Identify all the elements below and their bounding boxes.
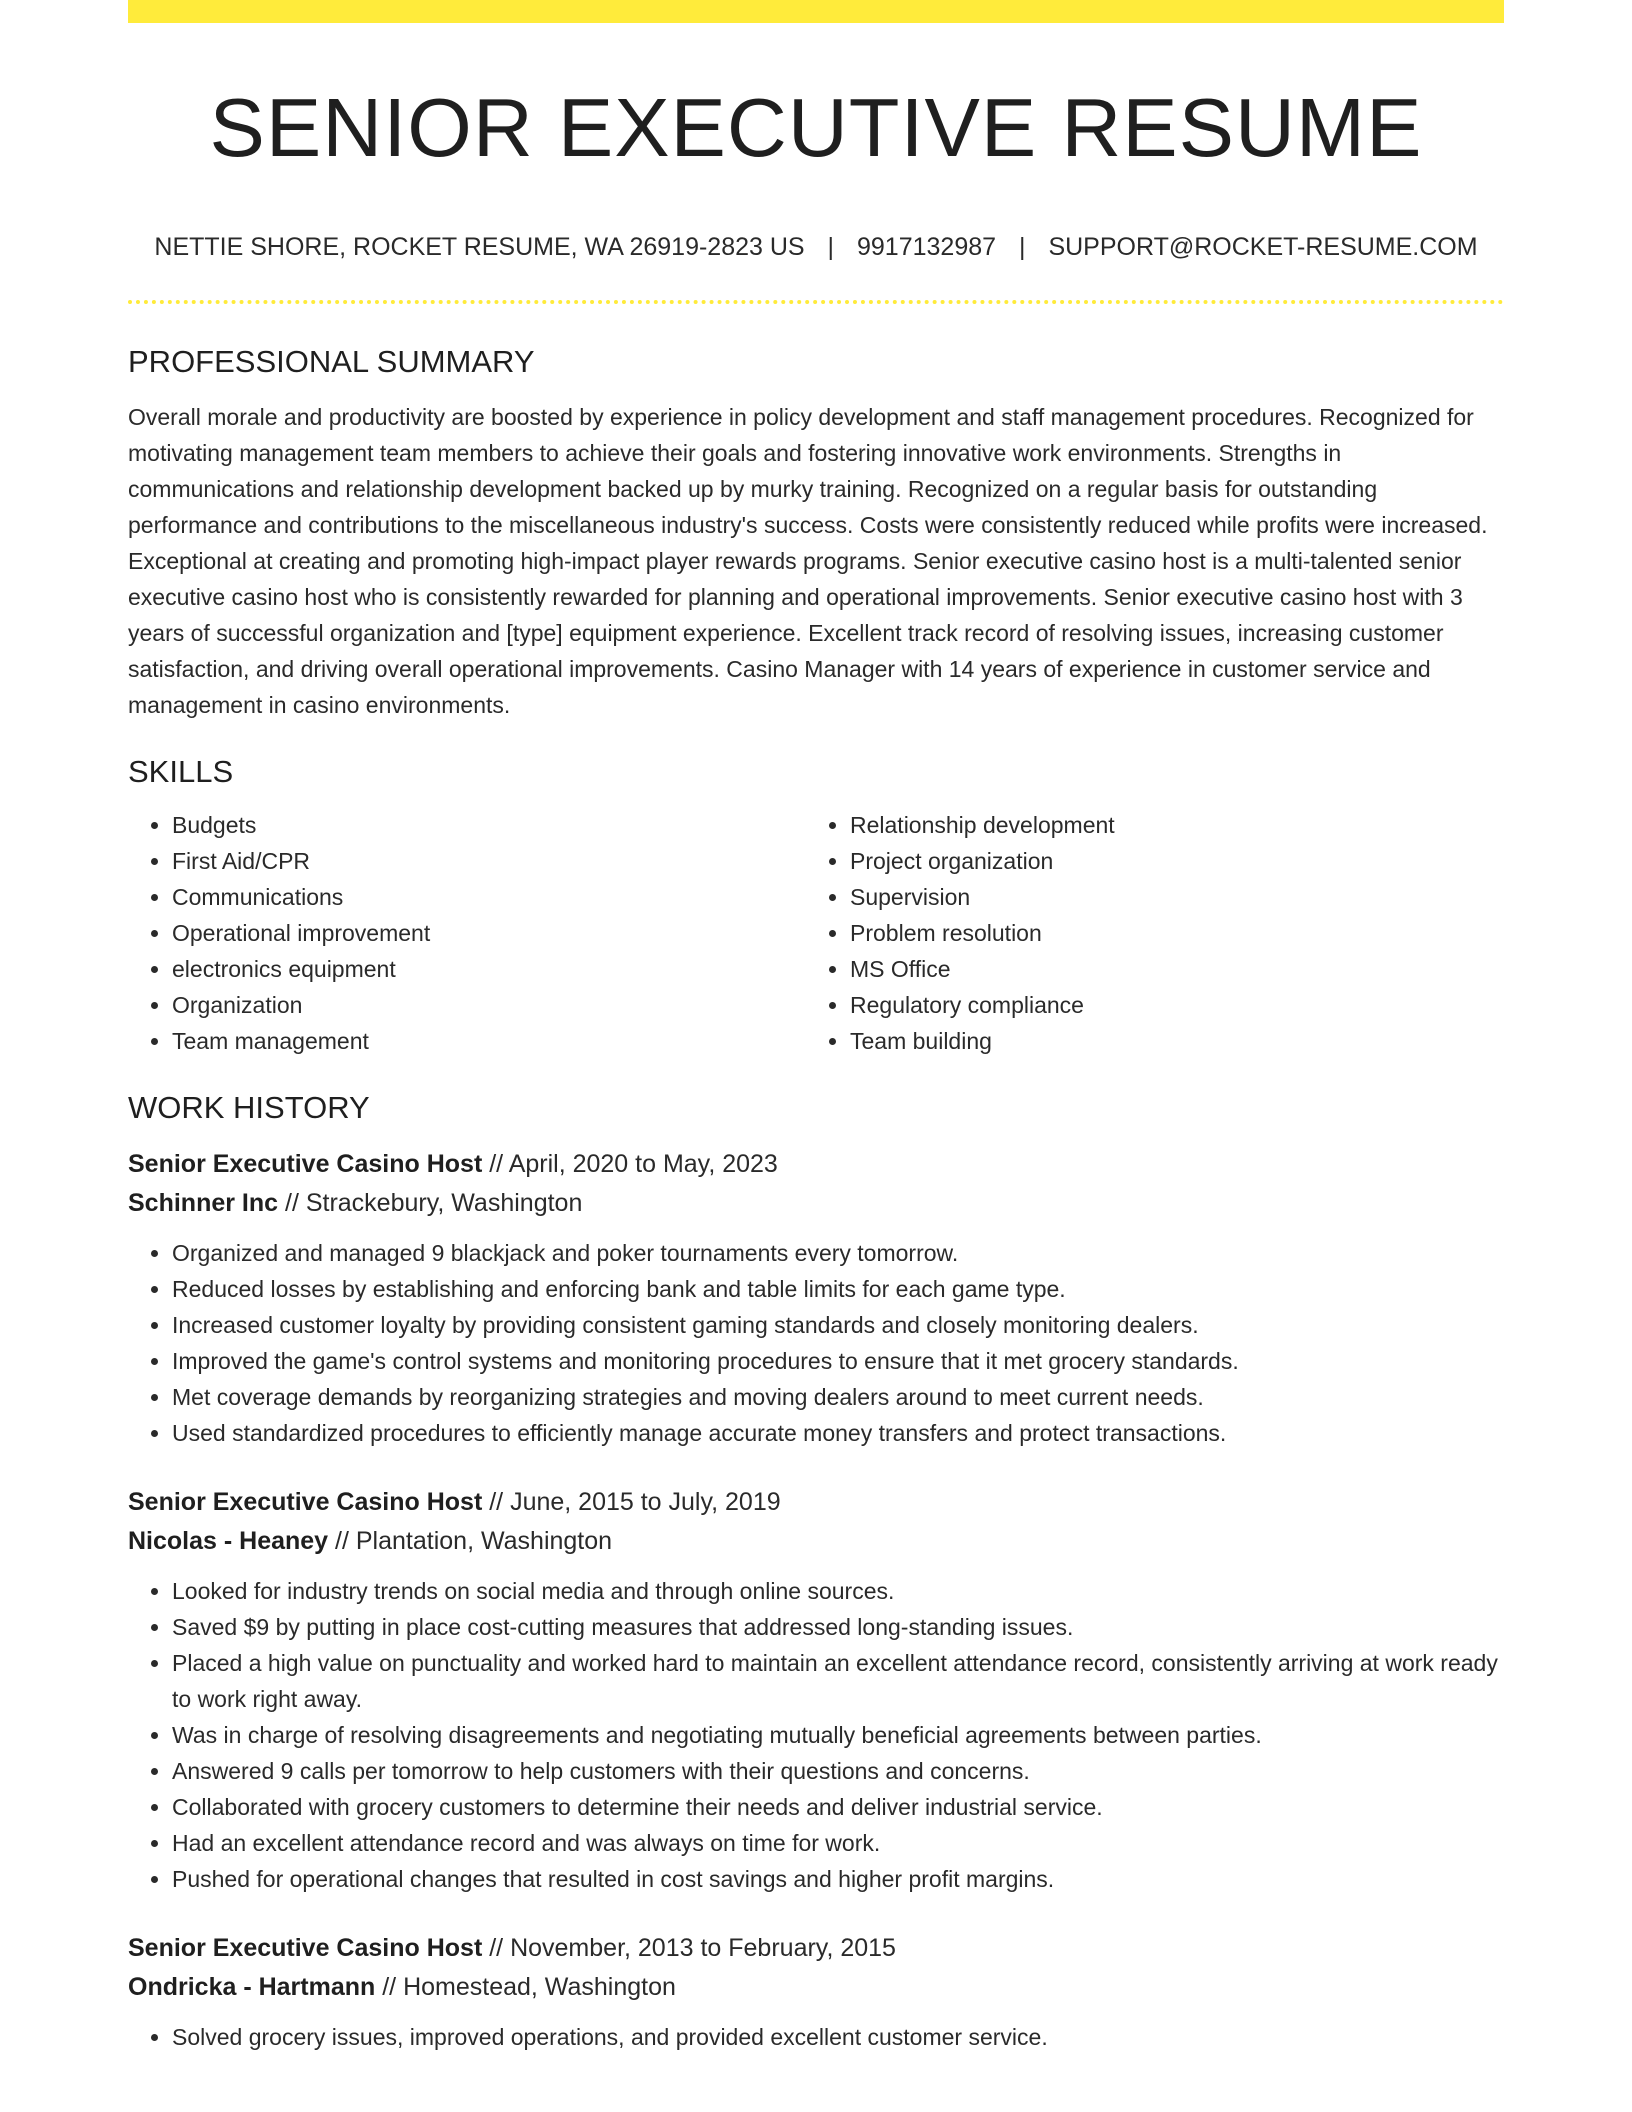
job-entry [128,1929,1504,2055]
skill-item: • Operational improvement [172,915,806,951]
contact-email: SUPPORT@ROCKET-RESUME.COM [1048,233,1478,261]
skill-item: • electronics equipment [172,951,806,987]
job-title-line [128,1929,1504,1968]
job-bullet: • Placed a high value on punctuality and worked hard to maintain an excellent attendance record, consistently arriving at work ready to work right away. [172,1645,1504,1717]
job-location: // Homestead, Washington [382,1973,676,2001]
job-bullet: • Solved grocery issues, improved operations, and provided excellent customer service. [172,2019,1504,2055]
job-location: // Plantation, Washington [335,1527,613,1555]
job-dates: // June, 2015 to July, 2019 [489,1488,781,1516]
job-location: // Strackebury, Washington [285,1189,583,1217]
job-title: Senior Executive Casino Host [128,1150,483,1178]
skill-item: • Team management [172,1023,806,1059]
skill-item: • Communications [172,879,806,915]
skill-item: • Relationship development [850,807,1484,843]
job-company: Schinner Inc [128,1189,279,1217]
job-bullet: • Used standardized procedures to efficiently manage accurate money transfers and protect transactions. [172,1415,1504,1451]
work-history-heading: WORK HISTORY [128,1090,370,1125]
job-title: Senior Executive Casino Host [128,1934,483,1962]
job-bullets [128,1573,1504,1897]
summary-text: Overall morale and productivity are boosted by experience in policy development and staff management procedures. Recognized for motivating management team members to achieve their goals and fostering innovative work environments. Strengths in communications and relationship development backed up by murky training. Recognized on a regular basis for outstanding performance and contributions to the miscellaneous industry's success. Costs were consistently reduced while profits were increased. Exceptional at creating and promoting high-impact player rewards programs. Senior executive casino host is a multi-talented senior executive casino host who is consistently rewarded for planning and operational improvements. Senior executive casino host with 3 years of successful organization and [type] equipment experience. Excellent track record of resolving issues, increasing customer satisfaction, and driving overall operational improvements. Casino Manager with 14 years of experience in customer service and management in casino environments. [128,404,1488,718]
job-bullets [128,1235,1504,1451]
job-dates: // April, 2020 to May, 2023 [489,1150,778,1178]
job-bullet: • Reduced losses by establishing and enforcing bank and table limits for each game type. [172,1271,1504,1307]
skills-column-left [128,807,806,1059]
job-title-line [128,1483,1504,1522]
job-bullet: • Met coverage demands by reorganizing strategies and moving dealers around to meet current needs. [172,1379,1504,1415]
job-company-line [128,1522,1504,1561]
resume-page [128,0,1504,2055]
job-bullet: • Pushed for operational changes that resulted in cost savings and higher profit margins. [172,1861,1504,1897]
skill-item: • Problem resolution [850,915,1484,951]
job-entry [128,1145,1504,1451]
skill-item: • Project organization [850,843,1484,879]
job-bullet: • Had an excellent attendance record and was always on time for work. [172,1825,1504,1861]
job-dates: // November, 2013 to February, 2015 [489,1934,896,1962]
job-company: Ondricka - Hartmann [128,1973,376,2001]
summary-heading: PROFESSIONAL SUMMARY [128,344,535,379]
skills-heading: SKILLS [128,754,234,789]
skill-item: • Regulatory compliance [850,987,1484,1023]
job-title: Senior Executive Casino Host [128,1488,483,1516]
job-bullet: • Looked for industry trends on social media and through online sources. [172,1573,1504,1609]
job-bullet: • Collaborated with grocery customers to determine their needs and deliver industrial service. [172,1789,1504,1825]
contact-separator: | [1019,233,1026,261]
job-entry [128,1483,1504,1897]
resume-title: SENIOR EXECUTIVE RESUME [209,81,1423,174]
dotted-divider [128,300,1504,304]
skill-item: • Organization [172,987,806,1023]
contact-phone: 9917132987 [857,233,997,261]
job-company-line [128,1184,1504,1223]
accent-top-bar [128,0,1504,23]
skill-item: • Budgets [172,807,806,843]
job-company-line [128,1968,1504,2007]
contact-line [128,235,1504,260]
job-bullet: • Increased customer loyalty by providing consistent gaming standards and closely monitoring dealers. [172,1307,1504,1343]
job-bullet: • Saved $9 by putting in place cost-cutting measures that addressed long-standing issues. [172,1609,1504,1645]
skill-item: • Team building [850,1023,1484,1059]
contact-address: NETTIE SHORE, ROCKET RESUME, WA 26919-2823 US [154,233,805,261]
job-company: Nicolas - Heaney [128,1527,329,1555]
skills-grid [128,807,1504,1059]
job-bullet: • Answered 9 calls per tomorrow to help customers with their questions and concerns. [172,1753,1504,1789]
skills-column-right [806,807,1484,1059]
job-bullets [128,2019,1504,2055]
contact-separator: | [827,233,835,261]
skill-item: • MS Office [850,951,1484,987]
job-bullet: • Improved the game's control systems and monitoring procedures to ensure that it met grocery standards. [172,1343,1504,1379]
job-bullet: • Organized and managed 9 blackjack and poker tournaments every tomorrow. [172,1235,1504,1271]
skill-item: • First Aid/CPR [172,843,806,879]
skill-item: • Supervision [850,879,1484,915]
job-title-line [128,1145,1504,1184]
job-bullet: • Was in charge of resolving disagreements and negotiating mutually beneficial agreements between parties. [172,1717,1504,1753]
